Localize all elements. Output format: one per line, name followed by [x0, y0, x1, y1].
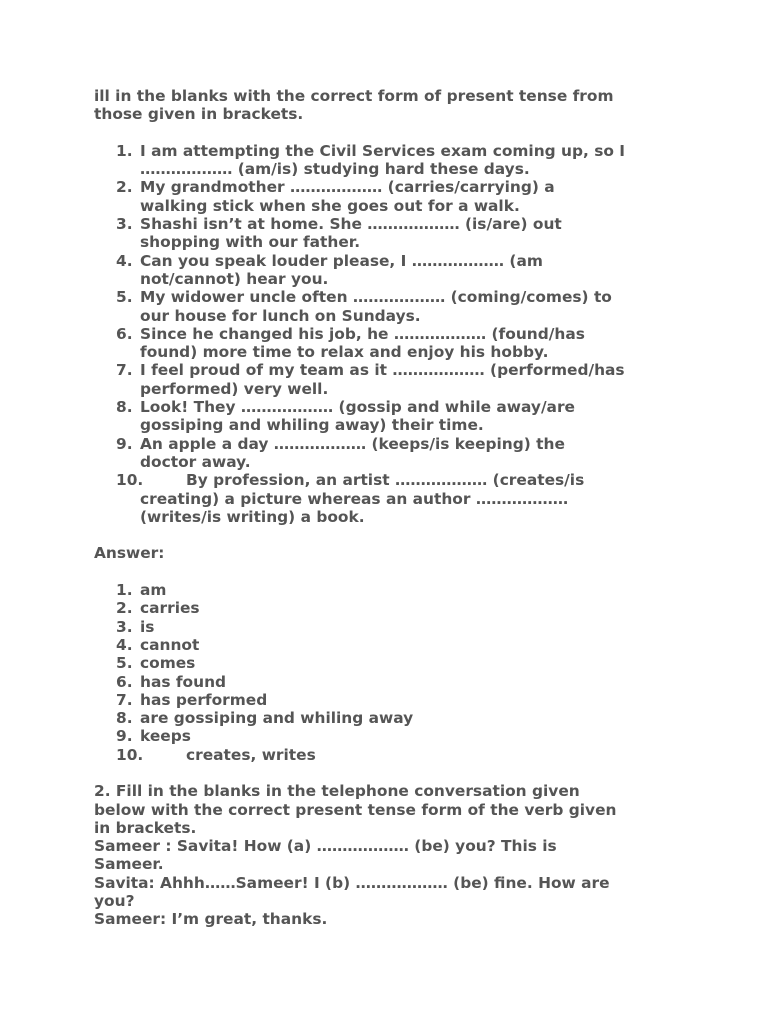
answer-number: 7. — [116, 690, 133, 709]
question-number: 3. — [116, 215, 133, 234]
answer-item — [94, 746, 694, 764]
question-line: Can you speak louder please, I ……………… (am — [140, 251, 543, 270]
question-line: My grandmother ……………… (carries/carrying) a — [140, 178, 555, 197]
answer-item — [94, 618, 694, 636]
question-line: performed) very well. — [140, 379, 329, 398]
answer-item — [94, 673, 694, 691]
question-line: An apple a day ……………… (keeps/is keeping) the — [140, 434, 565, 453]
answer-text: keeps — [140, 727, 191, 746]
answer-text: has found — [140, 672, 227, 691]
answer-item — [94, 691, 694, 709]
answer-text: has performed — [140, 690, 268, 709]
question-line: Look! They ……………… (gossip and while away/are — [140, 398, 575, 417]
exercise-2-line: Sameer: I’m great, thanks. — [94, 910, 328, 929]
answer-item — [94, 727, 694, 745]
question-item — [94, 288, 694, 325]
answer-number: 6. — [116, 672, 133, 691]
answer-number: 5. — [116, 654, 133, 673]
question-line: Since he changed his job, he ……………… (found/has — [140, 324, 585, 343]
question-item — [94, 361, 694, 398]
answer-number: 9. — [116, 727, 133, 746]
answer-item — [94, 636, 694, 654]
question-number: 6. — [116, 324, 133, 343]
exercise-2-line: in brackets. — [94, 818, 197, 837]
question-line: our house for lunch on Sundays. — [140, 306, 421, 325]
question-item — [94, 398, 694, 435]
question-item — [94, 325, 694, 362]
exercise-2-line: you? — [94, 892, 135, 911]
answer-text: comes — [140, 654, 196, 673]
exercise-2-line: below with the correct present tense form of the verb given — [94, 800, 617, 819]
answer-text: are gossiping and whiling away — [140, 709, 414, 728]
answer-number: 8. — [116, 709, 133, 728]
question-number: 8. — [116, 398, 133, 417]
exercise-2-line: Savita: Ahhh……Sameer! I (b) ……………… (be) fine. How are — [94, 873, 610, 892]
exercise-2-line: Sameer : Savita! How (a) ……………… (be) you? This is — [94, 837, 557, 856]
instruction-line: ill in the blanks with the correct form of present tense from — [94, 87, 614, 105]
question-line: not/cannot) hear you. — [140, 269, 329, 288]
answer-item — [94, 709, 694, 727]
question-line: I feel proud of my team as it ……………… (performed/has — [140, 361, 625, 380]
question-line: doctor away. — [140, 452, 251, 471]
question-line: shopping with our father. — [140, 233, 361, 252]
answer-number: 2. — [116, 599, 133, 618]
question-line: My widower uncle often ……………… (coming/comes) to — [140, 288, 612, 307]
question-item — [94, 142, 694, 179]
exercise-2 — [94, 782, 694, 928]
question-line: ……………… (am/is) studying hard these days. — [140, 160, 530, 179]
answer-number: 10. — [116, 745, 144, 764]
question-line: found) more time to relax and enjoy his hobby. — [140, 343, 549, 362]
answer-number: 1. — [116, 581, 133, 600]
question-number: 4. — [116, 251, 133, 270]
document-page — [94, 87, 694, 929]
answer-text: cannot — [140, 635, 200, 654]
answer-number: 3. — [116, 617, 133, 636]
question-item — [94, 252, 694, 289]
answer-heading: Answer: — [94, 544, 165, 563]
question-line: I am attempting the Civil Services exam coming up, so I — [140, 141, 626, 160]
question-number: 5. — [116, 288, 133, 307]
question-number: 9. — [116, 434, 133, 453]
exercise-1-questions — [94, 142, 694, 526]
question-line: Shashi isn’t at home. She ……………… (is/are) out — [140, 215, 562, 234]
question-item — [94, 215, 694, 252]
answer-text: is — [140, 617, 155, 636]
answer-text: creates, writes — [186, 745, 316, 764]
question-item — [94, 471, 694, 526]
question-number: 7. — [116, 361, 133, 380]
question-number: 10. — [116, 471, 144, 490]
answer-text: am — [140, 581, 167, 600]
question-line: creating) a picture whereas an author ……………… — [140, 489, 569, 508]
question-item — [94, 178, 694, 215]
question-line: walking stick when she goes out for a walk. — [140, 196, 520, 215]
answer-item — [94, 654, 694, 672]
exercise-2-line: 2. Fill in the blanks in the telephone conversation given — [94, 782, 580, 801]
answer-item — [94, 599, 694, 617]
exercise-2-line: Sameer. — [94, 855, 164, 874]
answer-number: 4. — [116, 635, 133, 654]
question-line: (writes/is writing) a book. — [140, 507, 365, 526]
instruction-line: those given in brackets. — [94, 105, 304, 124]
question-number: 2. — [116, 178, 133, 197]
question-item — [94, 435, 694, 472]
answer-text: carries — [140, 599, 200, 618]
question-number: 1. — [116, 141, 133, 160]
answer-item — [94, 581, 694, 599]
question-line: By profession, an artist ……………… (creates/is — [186, 471, 585, 490]
question-line: gossiping and whiling away) their time. — [140, 416, 484, 435]
answer-list — [94, 581, 694, 764]
exercise-1-instruction — [94, 87, 694, 124]
